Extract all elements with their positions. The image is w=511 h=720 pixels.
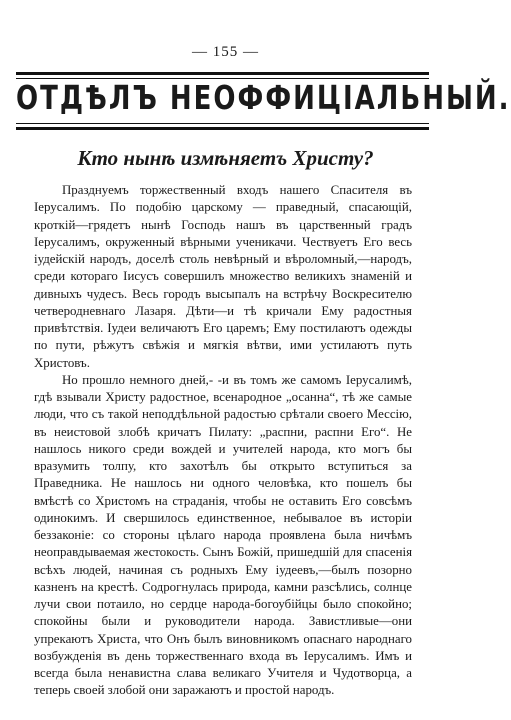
paragraph-1: Празднуемъ торжественный входъ нашего Спасителя въ Іерусалимъ. По подобію царскому — праведный, спасающій, кроткій—грядетъ нынѣ Господь нашъ въ царственный градъ Іерусалимъ, окруженный вѣрными ученикачи. Чествуетъ Его весь іудейскій народъ, доселѣ столь невѣрный и вѣроломный,—народъ, среди котораго Іисусъ совершилъ множество великихъ знаменій и дивныхъ чудесъ. Весь городъ высыпалъ на встрѣчу Воскресителю четверодневнаго Лазаря. Дѣти—и тѣ кричали Ему радостныя привѣтствія. Іудеи величаютъ Его царемъ; Ему постилаютъ одежды по пути, рѣжутъ свѣжія и мягкія вѣтви, ими устилаютъ путь Христовъ. [34, 183, 412, 370]
article-body [34, 182, 412, 700]
section-title: ОТДѢЛЪ НЕОФФИЦІАЛЬНЫЙ. [16, 80, 511, 118]
page-number: — 155 — [192, 44, 259, 60]
article-title: Кто нынѣ измѣняетъ Христу? [77, 146, 374, 170]
paragraph-2: Но прошло немного дней,- -и въ томъ же самомъ Іерусалимѣ, гдѣ взывали Христу радостное, всенародное „осанна“, тѣ же самые люди, что съ такой неподдѣльной радостью срѣтали своего Мессію, въ неистовой злобѣ кричатъ Пилату: „распни, распни Его“. Не нашлось никого среди вождей и учителей народа, кто могъ бы вразумить толпу, кто захотѣлъ бы открыто вступиться за Праведника. Не нашлось ни одного человѣка, кто пошелъ бы вмѣстѣ со Христомъ на страданія, чтобы не оставить Его совсѣмъ одинокимъ. И свершилось единственное, небывалое въ исторіи беззаконіе: со стороны цѣлаго народа проявлена была ничѣмъ неоправдываемая жестокость. Сынъ Божій, пришедшій для спасенія всѣхъ людей, начиная съ родныхъ Ему іудеевъ,—былъ позорно казненъ на крестѣ. Содрогнулась природа, камни разсѣлись, солнце лучи свои потаило, но сердце народа-богоубійцы было спокойно; спокойны были и руководители народа. Завистливые—они упрекаютъ Христа, что Онъ былъ виновникомъ опаснаго народнаго возбужденія въ день торжественнаго входа въ Іерусалимъ. Имъ и всегда была ненавистна слава великаго Учителя и Чудотворца, а теперь своей злобой они заражаютъ и простой народъ. [34, 372, 412, 698]
